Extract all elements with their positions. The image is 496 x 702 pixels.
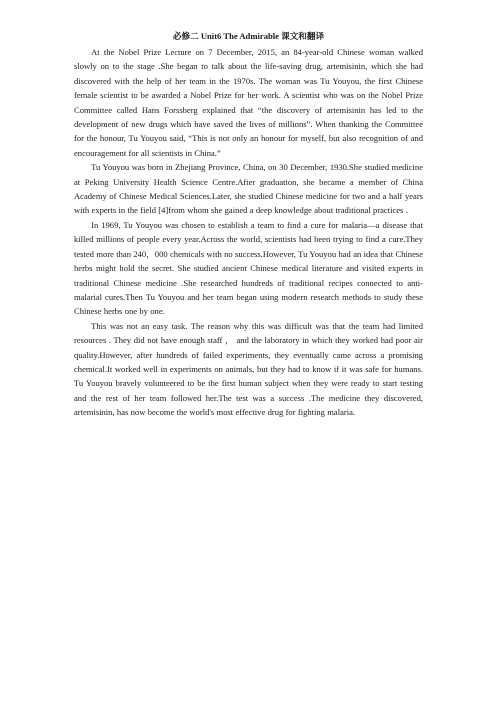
paragraph-4: This was not an easy task. The reason why this was difficult was that the team had limited resources . They did not have enough staff ， and the laboratory in which they worked had poor air quality.However, after hundreds of failed experiments, they eventually came across a promising chemical.It worked well in experiments on animals, but they had to know if it was safe for humans. Tu Youyou bravely volunteered to be the first human subject when they were ready to start testing and the rest of her team followed her.The test was a success .The medicine they discovered, artemisinin, has now become the world's most effective drug for fighting malaria. <box>74 320 423 418</box>
paragraph-3: In 1969, Tu Youyou was chosen to establish a team to find a cure for malaria—a disease that killed millions of people every year.Across the world, scientists had been trying to find a cure.They tested more than 240，000 chemicals with no success.However, Tu Youyou had an idea that Chinese herbs might hold the secret. She studied ancient Chinese medical literature and visited experts in traditional Chinese medicine .She researched hundreds of traditional recipes connected to anti-malarial cures.Then Tu Youyou and her team began using modern research methods to study these Chinese herbs one by one. <box>74 219 423 317</box>
paragraph-1: At the Nobel Prize Lecture on 7 December, 2015, an 84-year-old Chinese woman walked slowly on to the stage .She began to talk about the life-saving drug, artemisinin, which she had discovered with the help of her team in the 1970s. The woman was Tu Youyou, the first Chinese female scientist to be awarded a Nobel Prize for her work. A scientist who was on the Nobel Prize Committee called Hans Forssberg explained that “the discovery of artemisinin has led to the development of new drugs which have saved the lives of millions”. When thanking the Committee for the honour, Tu Youyou said, “This is not only an honour for myself, but also recognition of and encouragement for all scientists in China.” <box>74 47 423 158</box>
paragraph-2: Tu Youyou was born in Zhejiang Province, China, on 30 December, 1930.She studied medicine at Peking University Health Science Centre.After graduation, she became a member of China Academy of Chinese Medical Sciences.Later, she studied Chinese medicine for two and a half years with experts in the field [4]from whom she gained a deep knowledge about traditional practices . <box>74 162 423 216</box>
document-title: 必修二 Unit6 The Admirable 课文和翻译 <box>172 31 325 41</box>
